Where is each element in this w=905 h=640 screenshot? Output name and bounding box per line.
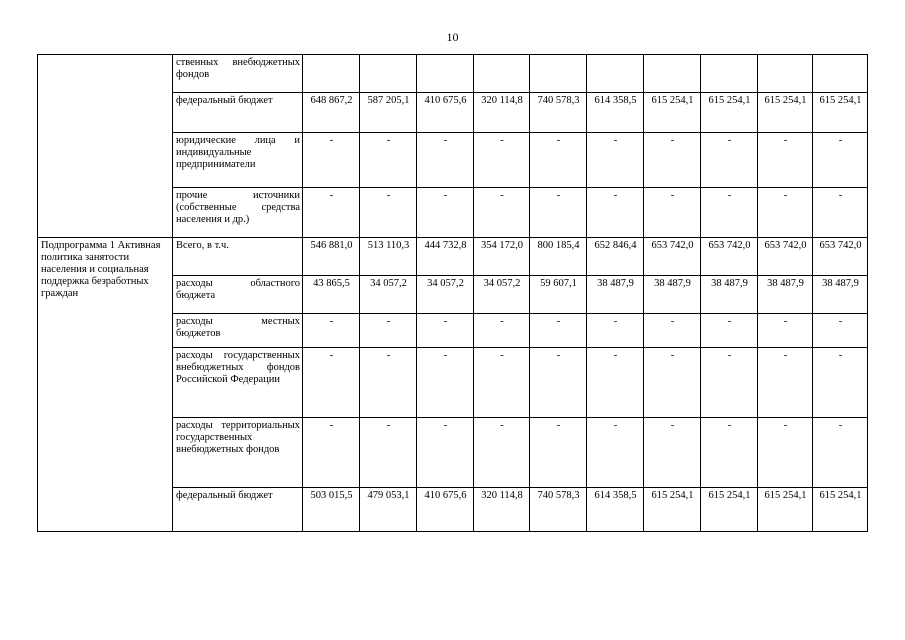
value-cell: 653 742,0: [644, 238, 701, 276]
value-cell: 615 254,1: [701, 93, 758, 133]
value-cell: -: [701, 188, 758, 238]
funding-source-label: юридические лица и индивидуальные предприниматели: [173, 133, 303, 188]
value-cell: 38 487,9: [644, 276, 701, 314]
value-cell: [360, 55, 417, 93]
funding-source-label: Всего, в т.ч.: [173, 238, 303, 276]
value-cell: [587, 55, 644, 93]
value-cell: 800 185,4: [530, 238, 587, 276]
value-cell: -: [303, 314, 360, 348]
value-cell: 615 254,1: [813, 488, 868, 532]
value-cell: -: [360, 314, 417, 348]
value-cell: -: [474, 314, 530, 348]
value-cell: 34 057,2: [417, 276, 474, 314]
value-cell: -: [360, 188, 417, 238]
funding-source-label: ственных внебюджетных фондов: [173, 55, 303, 93]
value-cell: 587 205,1: [360, 93, 417, 133]
value-cell: -: [813, 133, 868, 188]
value-cell: -: [474, 133, 530, 188]
value-cell: -: [530, 418, 587, 488]
value-cell: [644, 55, 701, 93]
funding-source-label: расходы государственных внебюджетных фондов Российской Федерации: [173, 348, 303, 418]
value-cell: [474, 55, 530, 93]
funding-source-label: расходы областного бюджета: [173, 276, 303, 314]
value-cell: -: [530, 188, 587, 238]
value-cell: 615 254,1: [701, 488, 758, 532]
value-cell: -: [644, 188, 701, 238]
value-cell: 615 254,1: [758, 93, 813, 133]
value-cell: -: [758, 418, 813, 488]
value-cell: -: [644, 133, 701, 188]
value-cell: 513 110,3: [360, 238, 417, 276]
value-cell: -: [644, 348, 701, 418]
value-cell: 614 358,5: [587, 488, 644, 532]
value-cell: -: [417, 348, 474, 418]
value-cell: -: [758, 348, 813, 418]
value-cell: -: [813, 418, 868, 488]
value-cell: 34 057,2: [474, 276, 530, 314]
value-cell: 479 053,1: [360, 488, 417, 532]
value-cell: 43 865,5: [303, 276, 360, 314]
value-cell: -: [644, 418, 701, 488]
page-number: 10: [446, 30, 459, 44]
value-cell: -: [587, 418, 644, 488]
value-cell: [758, 55, 813, 93]
funding-source-label: федеральный бюджет: [173, 93, 303, 133]
value-cell: 652 846,4: [587, 238, 644, 276]
value-cell: -: [587, 314, 644, 348]
program-cell-empty: [38, 55, 173, 238]
value-cell: -: [587, 188, 644, 238]
value-cell: 653 742,0: [701, 238, 758, 276]
value-cell: 410 675,6: [417, 488, 474, 532]
value-cell: -: [813, 188, 868, 238]
value-cell: -: [813, 348, 868, 418]
value-cell: -: [758, 188, 813, 238]
value-cell: -: [701, 348, 758, 418]
value-cell: -: [587, 348, 644, 418]
value-cell: -: [530, 348, 587, 418]
value-cell: -: [813, 314, 868, 348]
funding-source-label: расходы местных бюджетов: [173, 314, 303, 348]
value-cell: -: [758, 133, 813, 188]
table-row: [38, 238, 868, 276]
table-row: [38, 55, 868, 93]
value-cell: 615 254,1: [644, 93, 701, 133]
value-cell: -: [701, 133, 758, 188]
value-cell: -: [417, 418, 474, 488]
value-cell: [701, 55, 758, 93]
value-cell: 615 254,1: [644, 488, 701, 532]
value-cell: [530, 55, 587, 93]
budget-table: [37, 54, 868, 532]
value-cell: -: [701, 418, 758, 488]
value-cell: 410 675,6: [417, 93, 474, 133]
value-cell: 740 578,3: [530, 488, 587, 532]
value-cell: 320 114,8: [474, 488, 530, 532]
value-cell: 648 867,2: [303, 93, 360, 133]
value-cell: 38 487,9: [813, 276, 868, 314]
value-cell: -: [417, 133, 474, 188]
value-cell: [417, 55, 474, 93]
value-cell: 59 607,1: [530, 276, 587, 314]
value-cell: -: [303, 133, 360, 188]
value-cell: 740 578,3: [530, 93, 587, 133]
value-cell: -: [530, 314, 587, 348]
value-cell: 615 254,1: [813, 93, 868, 133]
value-cell: 320 114,8: [474, 93, 530, 133]
value-cell: 615 254,1: [758, 488, 813, 532]
value-cell: -: [701, 314, 758, 348]
funding-source-label: расходы территориальных государственных внебюджетных фондов: [173, 418, 303, 488]
value-cell: 653 742,0: [758, 238, 813, 276]
value-cell: 38 487,9: [701, 276, 758, 314]
value-cell: 503 015,5: [303, 488, 360, 532]
value-cell: -: [474, 418, 530, 488]
value-cell: 444 732,8: [417, 238, 474, 276]
value-cell: [303, 55, 360, 93]
value-cell: 354 172,0: [474, 238, 530, 276]
value-cell: -: [530, 133, 587, 188]
value-cell: 38 487,9: [587, 276, 644, 314]
value-cell: -: [644, 314, 701, 348]
value-cell: -: [758, 314, 813, 348]
value-cell: -: [303, 418, 360, 488]
value-cell: -: [417, 188, 474, 238]
value-cell: -: [474, 188, 530, 238]
value-cell: -: [360, 348, 417, 418]
value-cell: -: [360, 418, 417, 488]
value-cell: -: [360, 133, 417, 188]
funding-source-label: прочие источники (собственные средства населения и др.): [173, 188, 303, 238]
subprogram-name-cell: Подпрограмма 1 Активная политика занятости населения и социальная поддержка безработных граждан: [38, 238, 173, 532]
value-cell: 34 057,2: [360, 276, 417, 314]
funding-source-label: федеральный бюджет: [173, 488, 303, 532]
value-cell: 38 487,9: [758, 276, 813, 314]
value-cell: 653 742,0: [813, 238, 868, 276]
value-cell: 614 358,5: [587, 93, 644, 133]
value-cell: -: [303, 348, 360, 418]
value-cell: -: [303, 188, 360, 238]
value-cell: -: [587, 133, 644, 188]
value-cell: 546 881,0: [303, 238, 360, 276]
value-cell: -: [474, 348, 530, 418]
value-cell: -: [417, 314, 474, 348]
value-cell: [813, 55, 868, 93]
